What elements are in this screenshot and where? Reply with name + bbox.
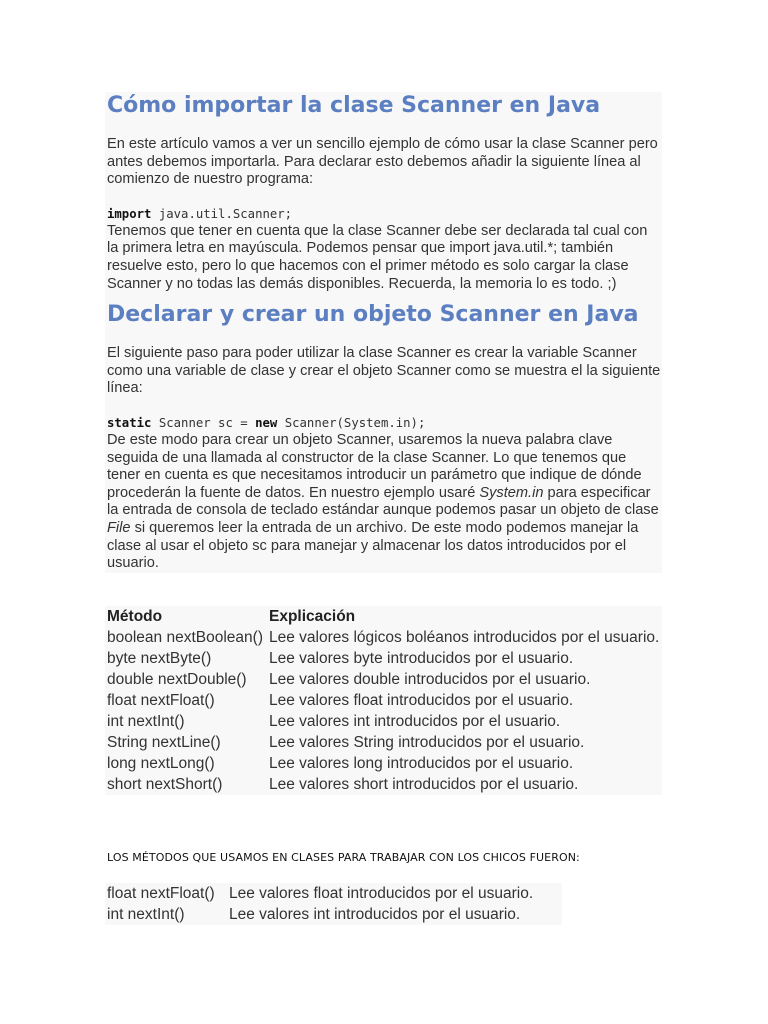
code-keyword-new: new bbox=[255, 415, 278, 430]
section1-intro: En este artículo vamos a ver un sencillo ejemplo de cómo usar la clase Scanner pero antes debemos importarla. Para declarar esto debemos añadir la siguiente línea al comienzo de nuestro programa: bbox=[107, 136, 658, 188]
section2-body-c: si queremos leer la entrada de un archivo. De este modo podemos manejar la clase al usar el objeto sc para manejar y almacenar los datos introducidos por el usuario. bbox=[107, 519, 639, 572]
code-declare-mid: Scanner sc = bbox=[151, 415, 256, 430]
header-method: Método bbox=[107, 608, 163, 625]
table-row bbox=[105, 627, 662, 648]
header-explanation: Explicación bbox=[269, 608, 356, 625]
explanation-cell: Lee valores float introducidos por el usuario. bbox=[229, 885, 534, 902]
table-row bbox=[105, 883, 562, 904]
explanation-cell: Lee valores float introducidos por el usuario. bbox=[269, 692, 574, 709]
code-declare-end: Scanner(System.in); bbox=[277, 415, 426, 430]
method-cell: int nextInt() bbox=[107, 906, 185, 923]
section2-body bbox=[105, 432, 662, 573]
explanation-cell: Lee valores double introducidos por el usuario. bbox=[269, 671, 591, 688]
table-row bbox=[105, 774, 662, 795]
file-term: File bbox=[107, 519, 131, 536]
method-cell: float nextFloat() bbox=[107, 885, 215, 902]
table-header-row bbox=[105, 606, 662, 627]
table-row bbox=[105, 648, 662, 669]
explanation-cell: Lee valores long introducidos por el usuario. bbox=[269, 755, 574, 772]
explanation-cell: Lee valores short introducidos por el usuario. bbox=[269, 776, 579, 793]
method-cell: boolean nextBoolean() bbox=[107, 629, 263, 646]
methods-table bbox=[105, 606, 662, 795]
section2-body-b: para especificar la entrada de consola de teclado estándar aunque podemos pasar un objeto de clase bbox=[107, 484, 659, 519]
method-cell: byte nextByte() bbox=[107, 650, 212, 667]
explanation-cell: Lee valores int introducidos por el usuario. bbox=[229, 906, 521, 923]
section2-body-a: De este modo para crear un objeto Scanner, usaremos la nueva palabra clave seguida de una llamada al constructor de la clase Scanner. Lo que tenemos que tener en cuenta es que necesitamos introducir un parámetro que indique de dónde procederán la fuente de datos. En nuestro ejemplo usaré bbox=[107, 431, 642, 501]
explanation-cell: Lee valores byte introducidos por el usuario. bbox=[269, 650, 574, 667]
code-keyword-import: import bbox=[107, 206, 152, 221]
section2-intro: El siguiente paso para poder utilizar la clase Scanner es crear la variable Scanner como una variable de clase y crear el objeto Scanner como se muestra el la siguiente línea: bbox=[107, 345, 661, 397]
section2-title: Declarar y crear un objeto Scanner en Java bbox=[107, 302, 639, 328]
import-code-line bbox=[105, 206, 662, 223]
explanation-cell: Lee valores String introducidos por el usuario. bbox=[269, 734, 585, 751]
method-cell: double nextDouble() bbox=[107, 671, 247, 688]
article-content bbox=[105, 92, 662, 573]
method-cell: float nextFloat() bbox=[107, 692, 215, 709]
code-import-rest: java.util.Scanner; bbox=[151, 206, 293, 221]
section1-body: Tenemos que tener en cuenta que la clase Scanner debe ser declarada tal cual con la primera letra en mayúscula. Podemos pensar que import java.util.*; también resuelve esto, pero lo que hacemos con el primer método es solo cargar la clase Scanner y no todas las demás disponibles. Recuerda, la memoria lo es todo. ;) bbox=[107, 222, 648, 292]
used-methods-table bbox=[105, 883, 562, 925]
declare-code-line bbox=[105, 415, 662, 432]
table-row bbox=[105, 904, 562, 925]
section1-title: Cómo importar la clase Scanner en Java bbox=[107, 93, 601, 118]
table-row bbox=[105, 690, 662, 711]
explanation-cell: Lee valores int introducidos por el usuario. bbox=[269, 713, 561, 730]
methods-used-note: LOS MÉTODOS QUE USAMOS EN CLASES PARA TRABAJAR CON LOS CHICOS FUERON: bbox=[107, 851, 580, 864]
table-row bbox=[105, 732, 662, 753]
code-keyword-static: static bbox=[107, 415, 152, 430]
table-row bbox=[105, 711, 662, 732]
table-row bbox=[105, 753, 662, 774]
table-row bbox=[105, 669, 662, 690]
method-cell: String nextLine() bbox=[107, 734, 221, 751]
method-cell: long nextLong() bbox=[107, 755, 215, 772]
system-in-term: System.in bbox=[479, 484, 544, 501]
method-cell: short nextShort() bbox=[107, 776, 223, 793]
explanation-cell: Lee valores lógicos boléanos introducidos por el usuario. bbox=[269, 629, 660, 646]
method-cell: int nextInt() bbox=[107, 713, 185, 730]
